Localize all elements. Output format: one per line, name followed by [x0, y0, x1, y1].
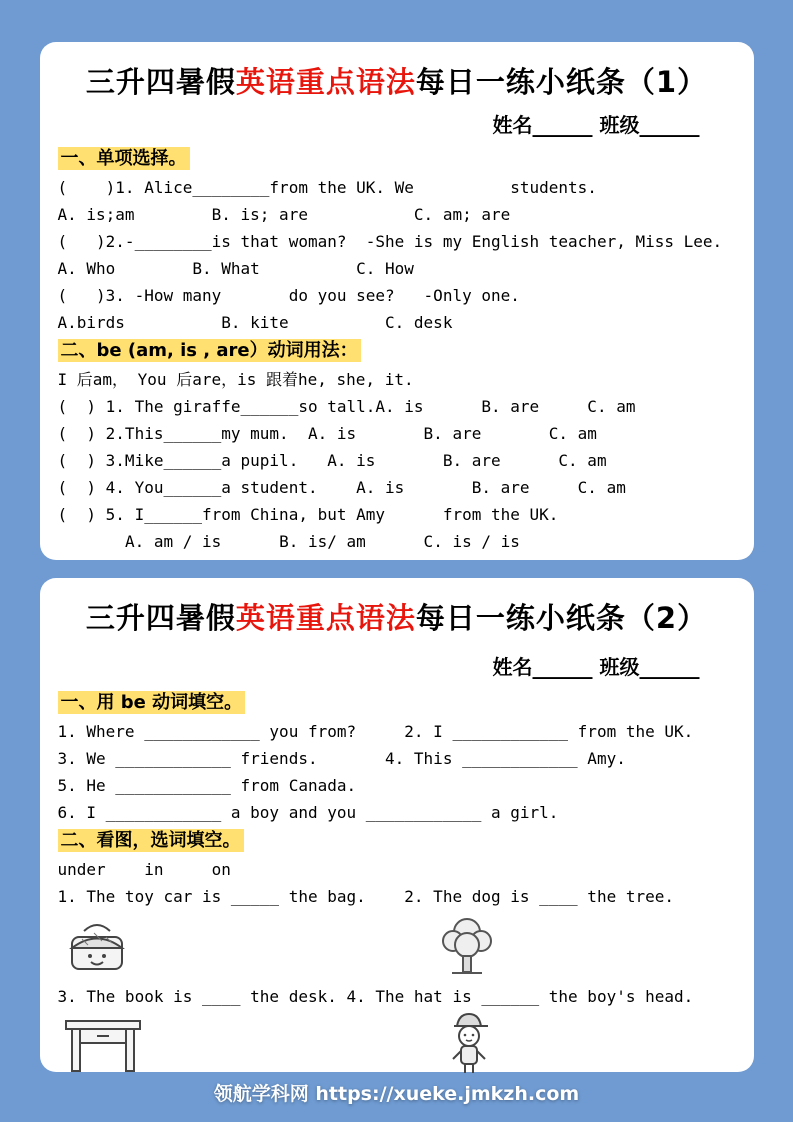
boy-with-cap-icon	[442, 1009, 496, 1079]
question-line: ( ) 2.This______my mum. A. is B. are C. am	[57, 424, 597, 443]
worksheet-1-title	[58, 60, 736, 101]
picture-row-1	[58, 913, 736, 979]
question-line: 3. The book is ____ the desk. 4. The hat is ______ the boy's head.	[57, 987, 694, 1006]
name-class-line: 姓名______ 班级______	[492, 655, 700, 679]
title-text-red: 英语重点语法	[235, 601, 416, 635]
section-header-1	[58, 146, 736, 172]
site-watermark: 领航学科网 https://xueke.jmkzh.com	[213, 1083, 580, 1105]
worksheet-card-1	[40, 42, 754, 560]
word-bank-line: under in on	[57, 860, 231, 879]
question-line: ( ) 5. I______from China, but Amy from the UK.	[57, 505, 559, 524]
section-header-highlight: 一、用 be 动词填空。	[58, 691, 246, 714]
section-header-1	[58, 690, 736, 716]
section-header-2	[58, 338, 736, 364]
question-line: ( )2.-________is that woman? -She is my English teacher, Miss Lee.	[57, 232, 723, 251]
options-line: A. is;am B. is; are C. am; are	[57, 205, 511, 224]
question-line: ( ) 1. The giraffe______so tall.A. is B. are C. am	[57, 397, 636, 416]
title-text-black: 三升四暑假	[85, 601, 236, 635]
worksheet-2-title	[58, 596, 736, 637]
fill-blank-line: 5. He ____________ from Canada.	[57, 776, 357, 795]
section-header-highlight: 一、单项选择。	[58, 147, 190, 170]
question-line: ( ) 4. You______a student. A. is B. are C. am	[57, 478, 626, 497]
fill-blank-line: 1. Where ____________ you from? 2. I ____________ from the UK.	[57, 722, 694, 741]
section-header-2	[58, 828, 736, 854]
fill-blank-line: 6. I ____________ a boy and you ____________ a girl.	[57, 803, 559, 822]
section-header-highlight: 二、看图，选词填空。	[58, 829, 244, 852]
title-text-black: 三升四暑假	[85, 65, 236, 99]
tree-icon	[438, 915, 496, 979]
name-class-line: 姓名______ 班级______	[492, 113, 700, 137]
picture-row-2	[58, 1013, 736, 1079]
fill-blank-line: 3. We ____________ friends. 4. This ____________ Amy.	[57, 749, 626, 768]
question-line: ( ) 3.Mike______a pupil. A. is B. are C. am	[57, 451, 607, 470]
schoolbag-icon	[64, 917, 130, 979]
options-line: A. am / is B. is/ am C. is / is	[57, 532, 520, 551]
question-line: 1. The toy car is _____ the bag. 2. The dog is ____ the tree.	[57, 887, 674, 906]
section-header-highlight: 二、be (am, is , are）动词用法：	[58, 339, 361, 362]
title-text-red: 英语重点语法	[235, 65, 416, 99]
options-line: A. Who B. What C. How	[57, 259, 414, 278]
grammar-rule-line: I 后am， You 后are，is 跟着he, she, it.	[57, 370, 414, 389]
desk-icon	[64, 1013, 142, 1079]
title-text-black: 每日一练小纸条（2）	[415, 601, 708, 635]
title-text-black: 每日一练小纸条（1）	[415, 65, 708, 99]
question-line: ( )1. Alice________from the UK. We students.	[57, 178, 597, 197]
worksheet-card-2	[40, 578, 754, 1072]
options-line: A.birds B. kite C. desk	[57, 313, 453, 332]
question-line: ( )3. -How many do you see? -Only one.	[57, 286, 520, 305]
